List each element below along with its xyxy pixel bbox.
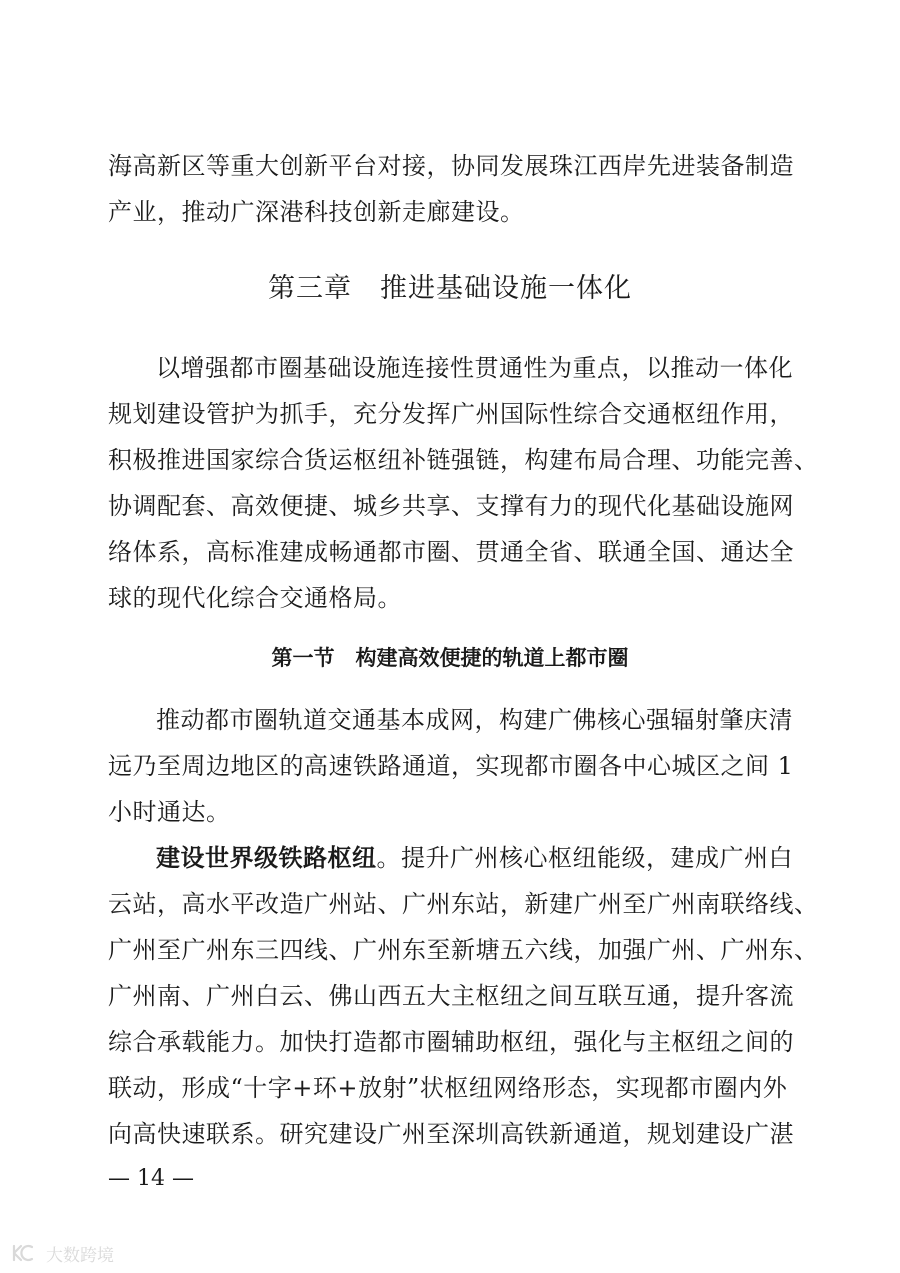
continuation-paragraph [108, 143, 800, 235]
paragraph-first-line [108, 835, 800, 881]
watermark [10, 1240, 114, 1266]
paragraph-line: 积极推进国家综合货运枢纽补链强链，构建布局合理、功能完善、 [108, 446, 819, 474]
section-title: 第一节 构建高效便捷的轨道上都市圈 [271, 646, 629, 670]
paragraph-line: 推动都市圈轨道交通基本成网，构建广佛核心强辐射肇庆清 [156, 706, 793, 734]
paragraph-line: 广州至广州东三四线、广州东至新塘五六线，加强广州、广州东、 [108, 936, 819, 964]
paragraph-line: 云站，高水平改造广州站、广州东站，新建广州至广州南联络线、 [108, 890, 819, 918]
section-intro-paragraph [108, 697, 800, 835]
paragraph-line: 球的现代化综合交通格局。 [108, 584, 402, 612]
first-line-rest: 。提升广州核心枢纽能级，建成广州白 [376, 844, 793, 872]
paragraph-line: 远乃至周边地区的高速铁路通道，实现都市圈各中心城区之间 1 [108, 752, 794, 780]
paragraph-line: 协调配套、高效便捷、城乡共享、支撑有力的现代化基础设施网 [108, 492, 794, 520]
paragraph-line: 综合承载能力。加快打造都市圈辅助枢纽，强化与主枢纽之间的 [108, 1028, 794, 1056]
chapter-title: 第三章 推进基础设施一体化 [268, 273, 632, 304]
railway-hub-paragraph [108, 835, 819, 1157]
bold-lead-phrase: 建设世界级铁路枢纽 [156, 844, 377, 872]
paragraph-line: 小时通达。 [108, 798, 231, 826]
paragraph-line: 以增强都市圈基础设施连接性贯通性为重点，以推动一体化 [156, 354, 793, 382]
page-number: — 14 — [108, 1166, 194, 1191]
paragraph-line: 向高快速联系。研究建设广州至深圳高铁新通道，规划建设广湛 [108, 1120, 794, 1148]
logo-icon [10, 1242, 40, 1264]
paragraph-line: 产业，推动广深港科技创新走廊建设。 [108, 198, 525, 226]
watermark-text: 大数跨境 [46, 1245, 114, 1266]
paragraph-line: 规划建设管护为抓手，充分发挥广州国际性综合交通枢纽作用， [108, 400, 794, 428]
paragraph-line: 联动，形成“十字+环+放射”状枢纽网络形态，实现都市圈内外 [108, 1074, 788, 1102]
paragraph-line: 络体系，高标准建成畅通都市圈、贯通全省、联通全国、通达全 [108, 538, 794, 566]
intro-paragraph [108, 345, 819, 621]
paragraph-line: 广州南、广州白云、佛山西五大主枢纽之间互联互通，提升客流 [108, 982, 794, 1010]
paragraph-line: 海高新区等重大创新平台对接，协同发展珠江西岸先进装备制造 [108, 152, 794, 180]
